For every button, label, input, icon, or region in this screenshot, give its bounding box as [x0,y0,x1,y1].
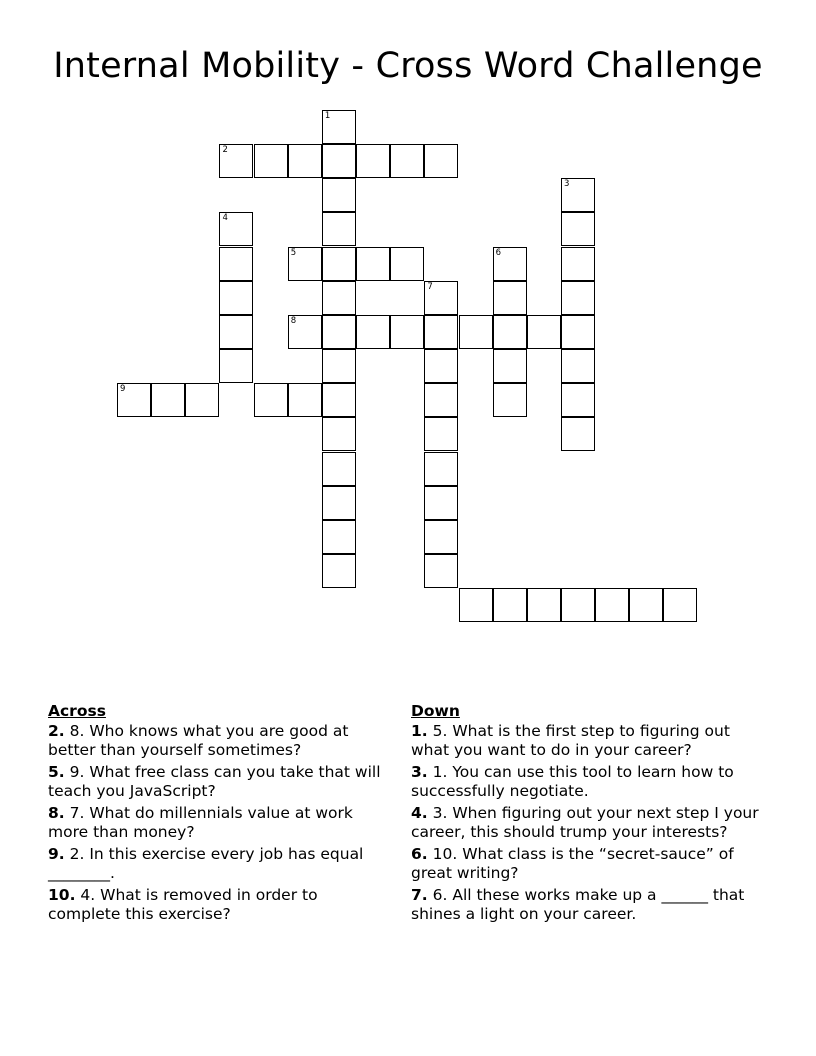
crossword-cell[interactable] [424,144,458,178]
clue-text: 1. You can use this tool to learn how to successfully negotiate. [411,763,734,800]
crossword-cell[interactable] [219,315,253,349]
crossword-cell[interactable] [561,383,595,417]
crossword-cell[interactable] [561,247,595,281]
clue-across [48,763,393,801]
crossword-cell[interactable] [322,349,356,383]
clue-across [48,722,393,760]
clue-text: 6. All these works make up a ______ that shines a light on your career. [411,886,745,923]
crossword-cell[interactable] [322,383,356,417]
crossword-cell[interactable] [527,315,561,349]
clue-number-label: 5 [290,247,297,258]
clue-number-label: 2 [222,145,228,156]
clue-text: 7. What do millennials value at work more than money? [48,804,353,841]
clue-text: 5. What is the first step to figuring out what you want to do in your career? [411,722,730,759]
clue-down [411,804,761,842]
clue-number: 5. [48,763,65,781]
crossword-cell[interactable] [219,281,253,315]
crossword-cell[interactable] [322,212,356,246]
crossword-cell[interactable] [459,588,493,622]
crossword-cell[interactable] [493,247,527,281]
crossword-cell[interactable] [219,349,253,383]
clue-number: 2. [48,722,65,740]
crossword-cell[interactable] [322,452,356,486]
crossword-cell[interactable] [629,588,663,622]
crossword-cell[interactable] [254,383,288,417]
crossword-cell[interactable] [424,452,458,486]
crossword-cell[interactable] [322,315,356,349]
crossword-cell[interactable] [390,315,424,349]
crossword-cell[interactable] [288,315,322,349]
clue-across [48,804,393,842]
crossword-cell[interactable] [424,349,458,383]
crossword-cell[interactable] [356,247,390,281]
clue-number: 7. [411,886,428,904]
crossword-cell[interactable] [322,417,356,451]
clue-down [411,886,761,924]
crossword-cell[interactable] [424,281,458,315]
clue-across [48,886,393,924]
crossword-cell[interactable] [356,144,390,178]
crossword-cell[interactable] [493,588,527,622]
clue-number: 4. [411,804,428,822]
crossword-cell[interactable] [561,417,595,451]
clue-down [411,763,761,801]
clue-number-label: 8 [290,315,297,326]
crossword-cell[interactable] [219,144,253,178]
crossword-cell[interactable] [424,554,458,588]
crossword-cell[interactable] [424,383,458,417]
crossword-cell[interactable] [390,144,424,178]
crossword-cell[interactable] [561,212,595,246]
clue-text: 2. In this exercise every job has equal ________. [48,845,364,882]
crossword-cell[interactable] [288,247,322,281]
clue-text: 9. What free class can you take that will teach you JavaScript? [48,763,381,800]
crossword-cell[interactable] [185,383,219,417]
crossword-cell[interactable] [424,520,458,554]
clue-across [48,845,393,883]
crossword-cell[interactable] [527,588,561,622]
across-heading: Across [48,702,106,720]
clue-number-label: 1 [324,111,331,121]
crossword-cell[interactable] [288,144,322,178]
clue-number-label: 6 [495,247,502,258]
clue-number: 1. [411,722,428,740]
clue-number-label: 4 [222,213,228,224]
crossword-cell[interactable] [288,383,322,417]
crossword-cell[interactable] [322,520,356,554]
crossword-cell[interactable] [561,178,595,212]
crossword-cell[interactable] [561,588,595,622]
crossword-cell[interactable] [322,178,356,212]
down-clues [411,702,761,927]
crossword-cell[interactable] [322,281,356,315]
crossword-cell[interactable] [595,588,629,622]
clue-number: 6. [411,845,428,863]
crossword-cell[interactable] [390,247,424,281]
clue-number-label: 7 [427,281,433,292]
crossword-cell[interactable] [424,315,458,349]
crossword-cell[interactable] [493,349,527,383]
clue-text: 10. What class is the “secret-sauce” of great writing? [411,845,734,882]
crossword-cell[interactable] [322,144,356,178]
crossword-cell[interactable] [493,281,527,315]
crossword-cell[interactable] [424,417,458,451]
crossword-cell[interactable] [117,383,151,417]
crossword-cell[interactable] [663,588,697,622]
clue-down [411,722,761,760]
crossword-cell[interactable] [356,315,390,349]
crossword-cell[interactable] [322,554,356,588]
clue-number-label: 9 [120,384,126,395]
crossword-cell[interactable] [322,110,356,144]
crossword-cell[interactable] [561,281,595,315]
crossword-cell[interactable] [322,247,356,281]
clue-number: 9. [48,845,65,863]
down-heading: Down [411,702,460,720]
clue-down [411,845,761,883]
clue-text: 8. Who knows what you are good at better than yourself sometimes? [48,722,349,759]
crossword-cell[interactable] [424,486,458,520]
clue-number: 8. [48,804,65,822]
crossword-cell[interactable] [561,315,595,349]
crossword-cell[interactable] [151,383,185,417]
crossword-cell[interactable] [493,383,527,417]
crossword-cell[interactable] [219,212,253,246]
clue-number: 10. [48,886,76,904]
clue-number-label: 3 [563,179,570,190]
page-title: Internal Mobility - Cross Word Challenge [53,46,763,86]
crossword-cell[interactable] [459,315,493,349]
crossword-cell[interactable] [561,349,595,383]
clue-text: 4. What is removed in order to complete this exercise? [48,886,318,923]
crossword-cell[interactable] [322,486,356,520]
crossword-cell[interactable] [219,247,253,281]
across-clues [48,702,393,927]
crossword-cell[interactable] [254,144,288,178]
clue-number: 3. [411,763,428,781]
clue-text: 3. When figuring out your next step I your career, this should trump your interests? [411,804,759,841]
crossword-cell[interactable] [493,315,527,349]
